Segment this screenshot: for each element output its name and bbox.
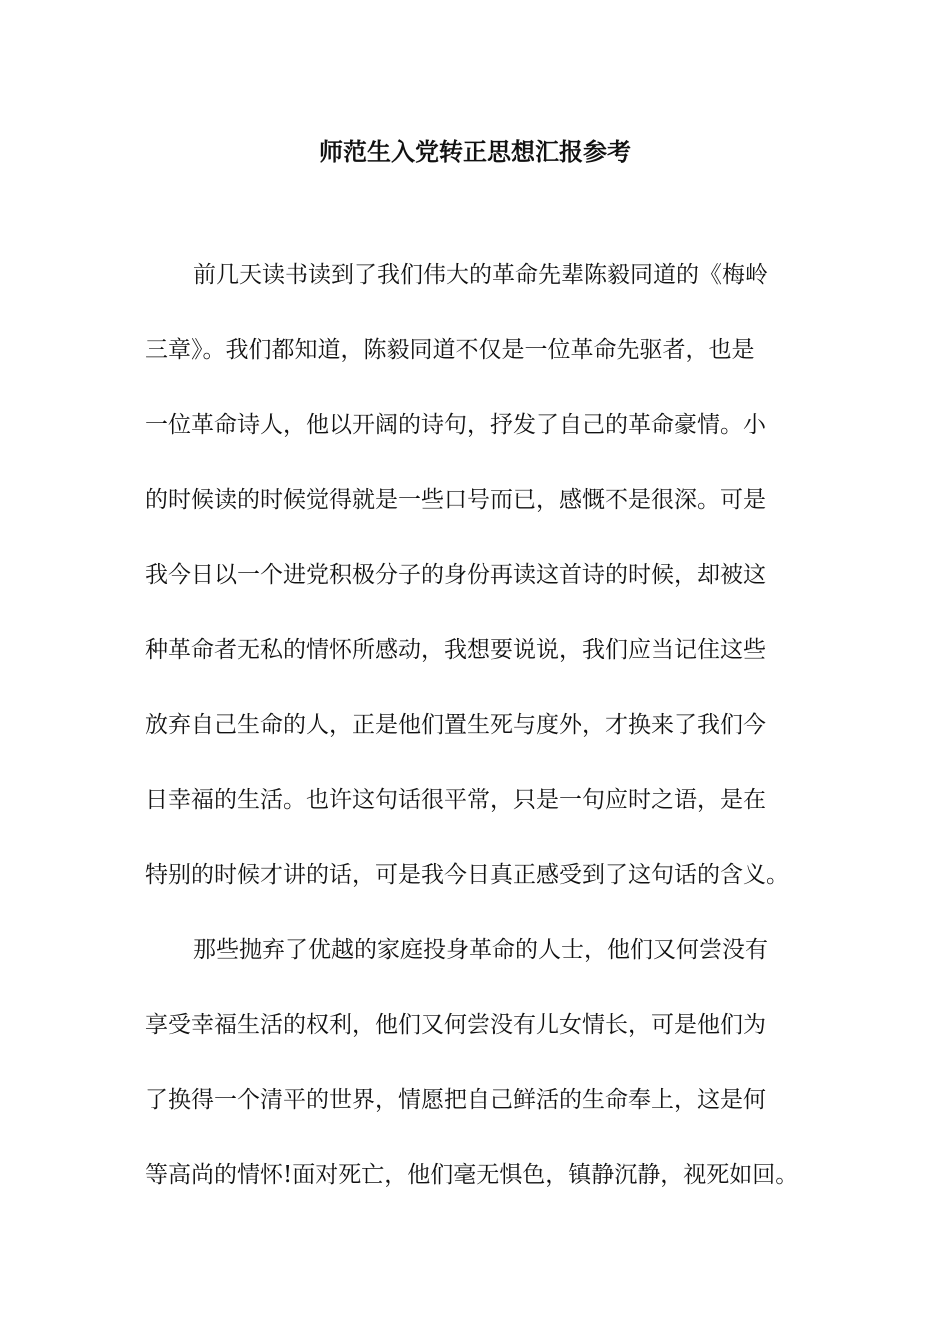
text-line: 放弃自己生命的人，正是他们置生死与度外，才换来了我们今 [145,712,766,738]
text-line: 等高尚的情怀!面对死亡，他们毫无惧色，镇静沉静，视死如回。 [145,1162,799,1188]
text-line: 三章》。我们都知道，陈毅同道不仅是一位革命先驱者，也是 [145,337,755,363]
text-line: 特别的时候才讲的话，可是我今日真正感受到了这句话的含义。 [145,862,789,888]
text-line: 那些抛弃了优越的家庭投身革命的人士，他们又何尝没有 [193,937,768,963]
text-line: 日幸福的生活。也许这句话很平常，只是一句应时之语，是在 [145,787,766,813]
text-line: 的时候读的时候觉得就是一些口号而已，感慨不是很深。可是 [145,487,766,513]
text-line: 一位革命诗人，他以开阔的诗句，抒发了自己的革命豪情。小 [145,412,766,438]
text-line: 了换得一个清平的世界，情愿把自己鲜活的生命奉上，这是何 [145,1087,766,1113]
text-line: 前几天读书读到了我们伟大的革命先辈陈毅同道的《梅岭 [193,262,768,288]
text-line: 享受幸福生活的权利，他们又何尝没有儿女情长，可是他们为 [145,1012,766,1038]
document-title: 师范生入党转正思想汇报参考 [319,137,631,166]
text-line: 我今日以一个进党积极分子的身份再读这首诗的时候，却被这 [145,562,766,588]
text-line: 种革命者无私的情怀所感动，我想要说说，我们应当记住这些 [145,637,766,663]
